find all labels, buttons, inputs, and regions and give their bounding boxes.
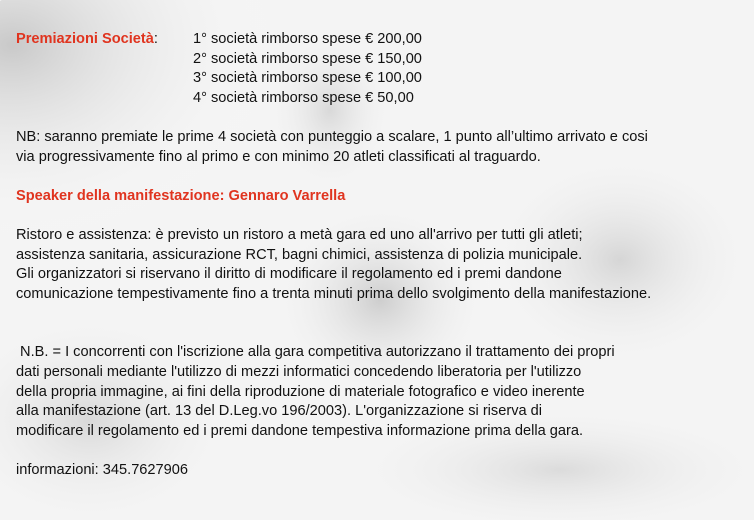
privacy-line-1: N.B. = I concorrenti con l'iscrizione alla gara competitiva autorizzano il trattamento dei propri <box>16 344 615 361</box>
ristoro-line-4: comunicazione tempestivamente fino a trenta minuti prima dello svolgimento della manifestazione. <box>16 285 652 302</box>
prize-title-colon: : <box>153 31 158 47</box>
privacy-line-5: modificare il regolamento ed i premi dandone tempestiva informazione prima della gara. <box>16 422 584 439</box>
ristoro-line-1: Ristoro e assistenza: è previsto un ristoro a metà gara ed uno all'arrivo per tutti gli atleti; <box>16 226 583 243</box>
ristoro-line-3: Gli organizzatori si riservano il diritto di modificare il regolamento ed i premi dandone <box>16 266 562 283</box>
prize-heading <box>16 30 193 108</box>
regulation-text <box>16 30 746 480</box>
privacy-line-3: della propria immagine, ai fini della riproduzione di materiale fotografico e video inerente <box>16 383 585 400</box>
prize-row-4: 4° società rimborso spese € 50,00 <box>193 89 414 106</box>
speaker-line: Speaker della manifestazione: Gennaro Varrella <box>16 187 346 204</box>
prize-row-2: 2° società rimborso spese € 150,00 <box>193 50 422 67</box>
nb-line-1: NB: saranno premiate le prime 4 società con punteggio a scalare, 1 punto all’ultimo arrivato e cosi <box>16 128 648 145</box>
ristoro-line-2: assistenza sanitaria, assicurazione RCT, bagni chimici, assistenza di polizia municipale. <box>16 246 583 263</box>
prize-row-1: 1° società rimborso spese € 200,00 <box>193 31 422 47</box>
nb-line-2: via progressivamente fino al primo e con minimo 20 atleti classificati al traguardo. <box>16 148 541 165</box>
prize-row-3: 3° società rimborso spese € 100,00 <box>193 70 422 87</box>
privacy-line-2: dati personali mediante l'utilizzo di mezzi informatici concedendo liberatoria per l'utilizzo <box>16 363 582 380</box>
info-line: informazioni: 345.7627906 <box>16 461 189 478</box>
ristoro-paragraph <box>16 226 746 304</box>
privacy-line-4: alla manifestazione (art. 13 del D.Leg.vo 196/2003). L'organizzazione si riserva di <box>16 403 543 420</box>
prize-list <box>193 30 422 108</box>
prize-title: Premiazioni Società <box>16 31 154 47</box>
nb-paragraph <box>16 128 746 167</box>
privacy-paragraph <box>16 343 746 441</box>
prize-section <box>16 30 746 108</box>
